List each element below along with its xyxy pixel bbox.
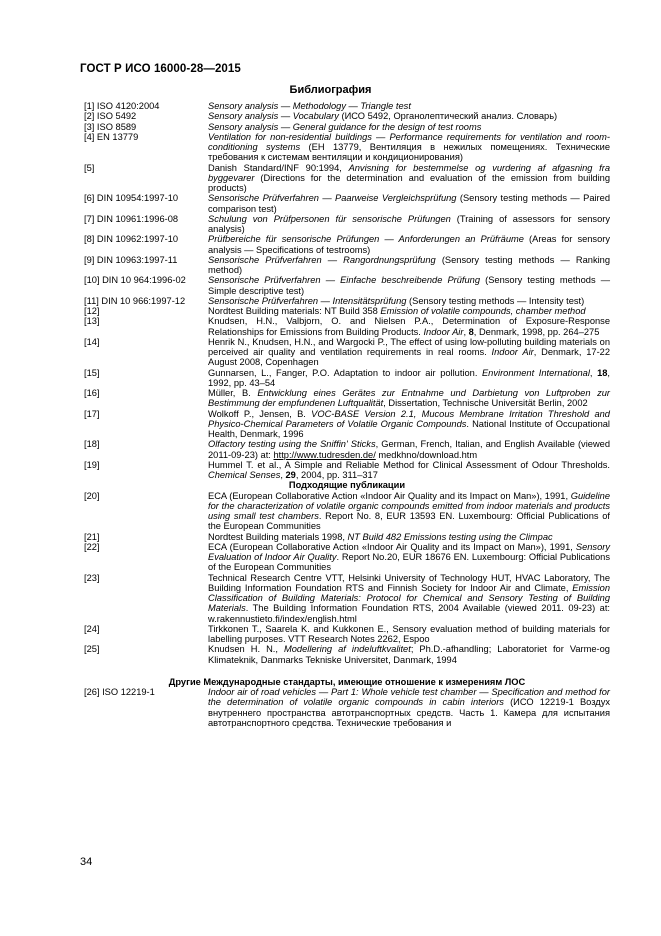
- bibliography-entry: [84, 132, 610, 163]
- entry-reference: [18]: [84, 439, 100, 450]
- bibliography-entry: [84, 573, 610, 624]
- entry-title-italic: Indoor Air: [491, 347, 534, 357]
- entry-text-run: Tirkkonen T., Saarela K. and Kukkonen E., Sensory evaluation method of building materials for labelling purposes. VTT Research Notes 2262, Espoo: [208, 623, 610, 644]
- entry-text-run: , Denmark, 17-22 August 2008, Copenhagen: [208, 347, 611, 368]
- entry-reference: [23]: [84, 572, 100, 583]
- entry-reference: [5]: [84, 162, 95, 173]
- entry-text-run: ,: [280, 470, 286, 480]
- other-standards-heading: Другие Международные стандарты, имеющие отношение к измерениям ЛОС: [168, 676, 526, 687]
- entry-text-run: Müller, B.: [208, 388, 258, 398]
- entry-reference: [11] DIN 10 966:1997-12: [84, 295, 186, 306]
- entry-text: [208, 644, 610, 665]
- entry-reference: [13]: [84, 316, 100, 327]
- entry-text: [208, 460, 610, 481]
- entry-text: [208, 132, 610, 163]
- entry-text-run: ECA (European Collaborative Action «Indoor Air Quality and its Impact on Man»), 1991,: [208, 541, 576, 552]
- entry-text-run: ,: [463, 326, 469, 337]
- bibliography-entry: [84, 542, 610, 573]
- entry-volume-bold: 18: [597, 367, 608, 378]
- entry-title-italic: VOC-BASE Version 2.1, Mucous Membrane Irritation Threshold and Physico-Chemical Parameters of Volatile Organic Compounds: [208, 408, 610, 429]
- entry-text: [208, 275, 610, 296]
- entry-title-italic: Emission of volatile compounds, chamber method: [380, 306, 586, 316]
- entry-reference: [24]: [84, 623, 100, 634]
- entry-title-italic: Entwicklung eines Gerätes zur Entnahme und Darbietung von Luftproben zur Bestimmung der empfundenen Luftqualität: [208, 388, 610, 409]
- entry-text-run: . Report No.20, EUR 18676 EN. Luxembourg: Official Publications of the European Communities: [208, 552, 610, 573]
- entry-reference: [26] ISO 12219-1: [84, 687, 155, 697]
- bibliography-section-main: [84, 101, 610, 480]
- entry-text-run: . Report No. 8, EUR 13593 EN. Luxembourg: Official Publications of the European Communities: [208, 511, 610, 532]
- bibliography-entry: [84, 111, 610, 121]
- entry-title-italic: Sensorische Prüfverfahren — Paarweise Vergleichsprüfung: [208, 193, 457, 204]
- entry-text: [208, 368, 610, 389]
- entry-title-italic: Modellering af indeluftkvalitet: [284, 644, 411, 655]
- entry-title-italic: Sensorische Prüfverfahren — Einfache beschreibende Prüfung: [208, 275, 481, 286]
- page-number: 34: [80, 856, 93, 868]
- entry-text: [208, 687, 610, 728]
- entry-title-italic: Chemical Senses: [208, 470, 281, 480]
- entry-reference: [16]: [84, 388, 100, 398]
- entry-title-italic: Indoor air of road vehicles — Part 1: Whole vehicle test chamber — Specification and method for the determination of volatile organic compounds in cabin interiors: [208, 687, 610, 708]
- entry-text: [208, 532, 610, 542]
- entry-text-run: Nordtest Building materials 1998,: [208, 531, 348, 542]
- entry-text: [208, 255, 610, 276]
- entry-reference: [25]: [84, 644, 100, 655]
- bibliography-entry: [84, 460, 610, 481]
- entry-title-italic: Sensory analysis — Methodology — Triangle test: [208, 101, 411, 111]
- entry-text: [208, 193, 610, 214]
- entry-text-run: (Areas for sensory analysis — Specifications of testrooms): [208, 234, 610, 255]
- entry-text: [208, 542, 610, 573]
- entry-text-run: Henrik N., Knudsen, H.N., and Wargocki P., The effect of using low-polluting building materials on perceived air quality and ventilation requirements in real rooms.: [208, 336, 610, 357]
- entry-reference: [19]: [84, 459, 100, 470]
- entry-text-run: ; Ph.D.-afhandling; Laboratoriet for Varme-og Klimateknik, Danmarks Tekniske Universitet, Danmark, 1994: [208, 644, 610, 665]
- bibliography-list: [84, 101, 610, 728]
- entry-title-italic: Sensorische Prüfverfahren — Intensitätsprüfung: [208, 295, 407, 306]
- entry-text: [208, 234, 610, 255]
- entry-title-italic: Sensory analysis — Vocabulary: [208, 111, 339, 122]
- entry-reference: [7] DIN 10961:1996-08: [84, 213, 179, 224]
- entry-reference: [14]: [84, 336, 100, 347]
- entry-reference: [9] DIN 10963:1997-11: [84, 254, 178, 265]
- entry-reference: [2] ISO 5492: [84, 111, 137, 122]
- entry-title-italic: Indoor Air: [423, 326, 464, 337]
- entry-reference: [8] DIN 10962:1997-10: [84, 234, 179, 245]
- entry-text-run: Danish Standard/INF 90:1994,: [208, 162, 349, 173]
- entry-text: [208, 439, 610, 460]
- bibliography-entry: [84, 275, 610, 296]
- entry-text: [208, 111, 610, 121]
- entry-volume-bold: 8: [468, 326, 474, 337]
- entry-text: [208, 122, 610, 132]
- entry-reference: [10] DIN 10 964:1996-02: [84, 275, 186, 286]
- entry-text-run: ECA (European Collaborative Action «Indoor Air Quality and its Impact on Man»), 1991,: [208, 490, 571, 501]
- entry-text-run: , 1992, pp. 43–54: [208, 367, 610, 388]
- bibliography-entry: [84, 687, 610, 728]
- entry-reference: [17]: [84, 408, 100, 419]
- entry-text-run: Knudsen H. N.,: [208, 644, 284, 655]
- entry-text-run: , 2004, pp. 311–317: [295, 470, 378, 480]
- bibliography-entry: [84, 193, 610, 214]
- publications-heading: Подходящие публикации: [288, 480, 406, 491]
- entry-reference: [6] DIN 10954:1997-10: [84, 193, 179, 204]
- entry-title-italic: Sensory analysis — General guidance for the design of test rooms: [208, 121, 482, 132]
- entry-text-run: Nordtest Building materials: NT Build 358: [208, 306, 381, 316]
- entry-title-italic: Anvisning for bestemmelse og vurdering af afgasning fra byggevarer: [208, 162, 610, 183]
- entry-text-run: (EH 13779, Вентиляция в нежилых помещениях. Технические требования к системам вентиляции и кондиционирования): [208, 142, 610, 163]
- entry-reference: [22]: [84, 541, 100, 552]
- entry-text-run: , Denmark, 1998, pp. 264–275: [473, 326, 600, 337]
- entry-link[interactable]: http://www.tudresden.de/: [273, 449, 376, 460]
- entry-title-italic: Prüfbereiche für sensorische Prüfungen — Anforderungen an Prüfräume: [208, 234, 524, 245]
- entry-text: [208, 306, 610, 316]
- entry-text: [208, 388, 610, 409]
- entry-reference: [20]: [84, 490, 100, 501]
- entry-text: [208, 214, 610, 235]
- bibliography-entry: [84, 644, 610, 665]
- bibliography-entry: [84, 368, 610, 389]
- entry-title-italic: Emission Classification of Building Materials: Protocol for Chemical and Sensory Testing of Building Materials: [208, 582, 610, 614]
- entry-reference: [4] EN 13779: [84, 131, 139, 142]
- bibliography-title: Библиография: [289, 84, 372, 96]
- entry-text-run: ,: [589, 367, 598, 378]
- bibliography-entry: [84, 624, 610, 645]
- entry-text: [208, 491, 610, 532]
- document-header: ГОСТ Р ИСО 16000-28—2015: [80, 63, 241, 75]
- entry-text-run: (Sensory testing methods — Paired comparison test): [208, 193, 610, 214]
- entry-text-run: Knudsen, H.N., Valbjorn, O. and Nielsen P.A., Determination of Exposure-Response Relationships for Emissions from Building Products.: [208, 316, 610, 337]
- section-gap: [84, 665, 610, 677]
- entry-text-run: (Directions for the determination and evaluation of the emission from building products): [208, 172, 610, 193]
- entry-text: [208, 337, 610, 368]
- bibliography-entry: [84, 306, 610, 316]
- entry-text-run: Hummel T. et al., A Simple and Reliable Method for Clinical Assessment of Odour Thresholds.: [208, 459, 610, 470]
- entry-text-run: (Sensory testing methods — Simple descriptive test): [208, 275, 610, 296]
- entry-title-italic: Environment International: [481, 367, 590, 378]
- bibliography-entry: [84, 388, 610, 409]
- entry-text: [208, 296, 610, 306]
- bibliography-section-publications: [84, 491, 610, 665]
- entry-text: [208, 409, 610, 440]
- entry-title-italic: NT Build 482 Emissions testing using the Climpac: [347, 531, 553, 542]
- entry-text-run: , Dissertation, Technische Universität Berlin, 2002: [383, 398, 588, 409]
- entry-text-run: Wolkoff P., Jensen, B.: [208, 408, 312, 419]
- entry-reference: [12]: [84, 306, 100, 316]
- entry-text: [208, 573, 610, 624]
- bibliography-entry: [84, 101, 610, 111]
- entry-reference: [15]: [84, 367, 100, 378]
- bibliography-entry: [84, 316, 610, 337]
- bibliography-entry: [84, 409, 610, 440]
- entry-text-run: (ИСО 12219-1 Воздух внутреннего пространства автотранспортных средств. Часть 1. Камера для испытания автотранспортного средства. Технические требования и: [208, 697, 611, 728]
- entry-text: [208, 101, 610, 111]
- bibliography-entry: [84, 255, 610, 276]
- entry-volume-bold: 29: [285, 470, 296, 480]
- entry-text-run: (Sensory testing methods — Intensity test): [406, 295, 585, 306]
- entry-title-italic: Schulung von Prüfpersonen für sensorische Prüfungen: [208, 213, 451, 224]
- bibliography-entry: [84, 296, 610, 306]
- entry-text-run: medkhno/download.htm: [375, 449, 478, 460]
- bibliography-section-other-standards: [84, 687, 610, 728]
- bibliography-entry: [84, 337, 610, 368]
- entry-title-italic: Ventilation for non-residential buildings — Performance requirements for ventilation and room-conditioning systems: [208, 131, 610, 152]
- entry-title-italic: Olfactory testing using the Sniffin' Sticks: [208, 439, 376, 450]
- bibliography-entry: [84, 532, 610, 542]
- entry-text-run: . National Institute of Occupational Health, Denmark, 1996: [208, 418, 610, 439]
- entry-title-italic: Sensorische Prüfverfahren — Rangordnungsprüfung: [208, 254, 436, 265]
- entry-text: [208, 163, 610, 194]
- entry-text: [208, 316, 610, 337]
- bibliography-entry: [84, 491, 610, 532]
- entry-text-run: Gunnarsen, L., Fanger, P.O. Adaptation to indoor air pollution.: [208, 367, 482, 378]
- entry-reference: [21]: [84, 531, 100, 542]
- entry-text-run: (Training of assessors for sensory analysis): [208, 213, 610, 234]
- entry-text-run: (Sensory testing methods — Ranking method): [208, 254, 610, 275]
- entry-reference: [1] ISO 4120:2004: [84, 101, 160, 111]
- bibliography-entry: [84, 439, 610, 460]
- bibliography-entry: [84, 234, 610, 255]
- entry-reference: [3] ISO 8589: [84, 121, 137, 132]
- entry-title-italic: Sensory Evaluation of Indoor Air Quality: [208, 541, 610, 562]
- bibliography-entry: [84, 214, 610, 235]
- bibliography-entry: [84, 122, 610, 132]
- bibliography-entry: [84, 163, 610, 194]
- entry-text-run: . The Building Information Foundation RTS, 2004 Available (viewed 2011. 09-23) at: w.rakennustieto.fi/index/english.html: [208, 603, 610, 624]
- entry-text-run: , German, French, Italian, and English Available (viewed 2011-09-23) at:: [208, 439, 610, 460]
- entry-text-run: (ИСО 5492, Органолептический анализ. Словарь): [338, 111, 558, 122]
- entry-text: [208, 624, 610, 645]
- entry-text-run: Technical Research Centre VTT, Helsinki University of Technology HUT, HVAC Laboratory, The Building Information Foundation RTS and Finnish Society for Indoor Air and Climate,: [208, 572, 610, 593]
- entry-title-italic: Guideline for the characterization of volatile organic compounds emitted from indoor materials and products using small test chambers: [208, 490, 610, 521]
